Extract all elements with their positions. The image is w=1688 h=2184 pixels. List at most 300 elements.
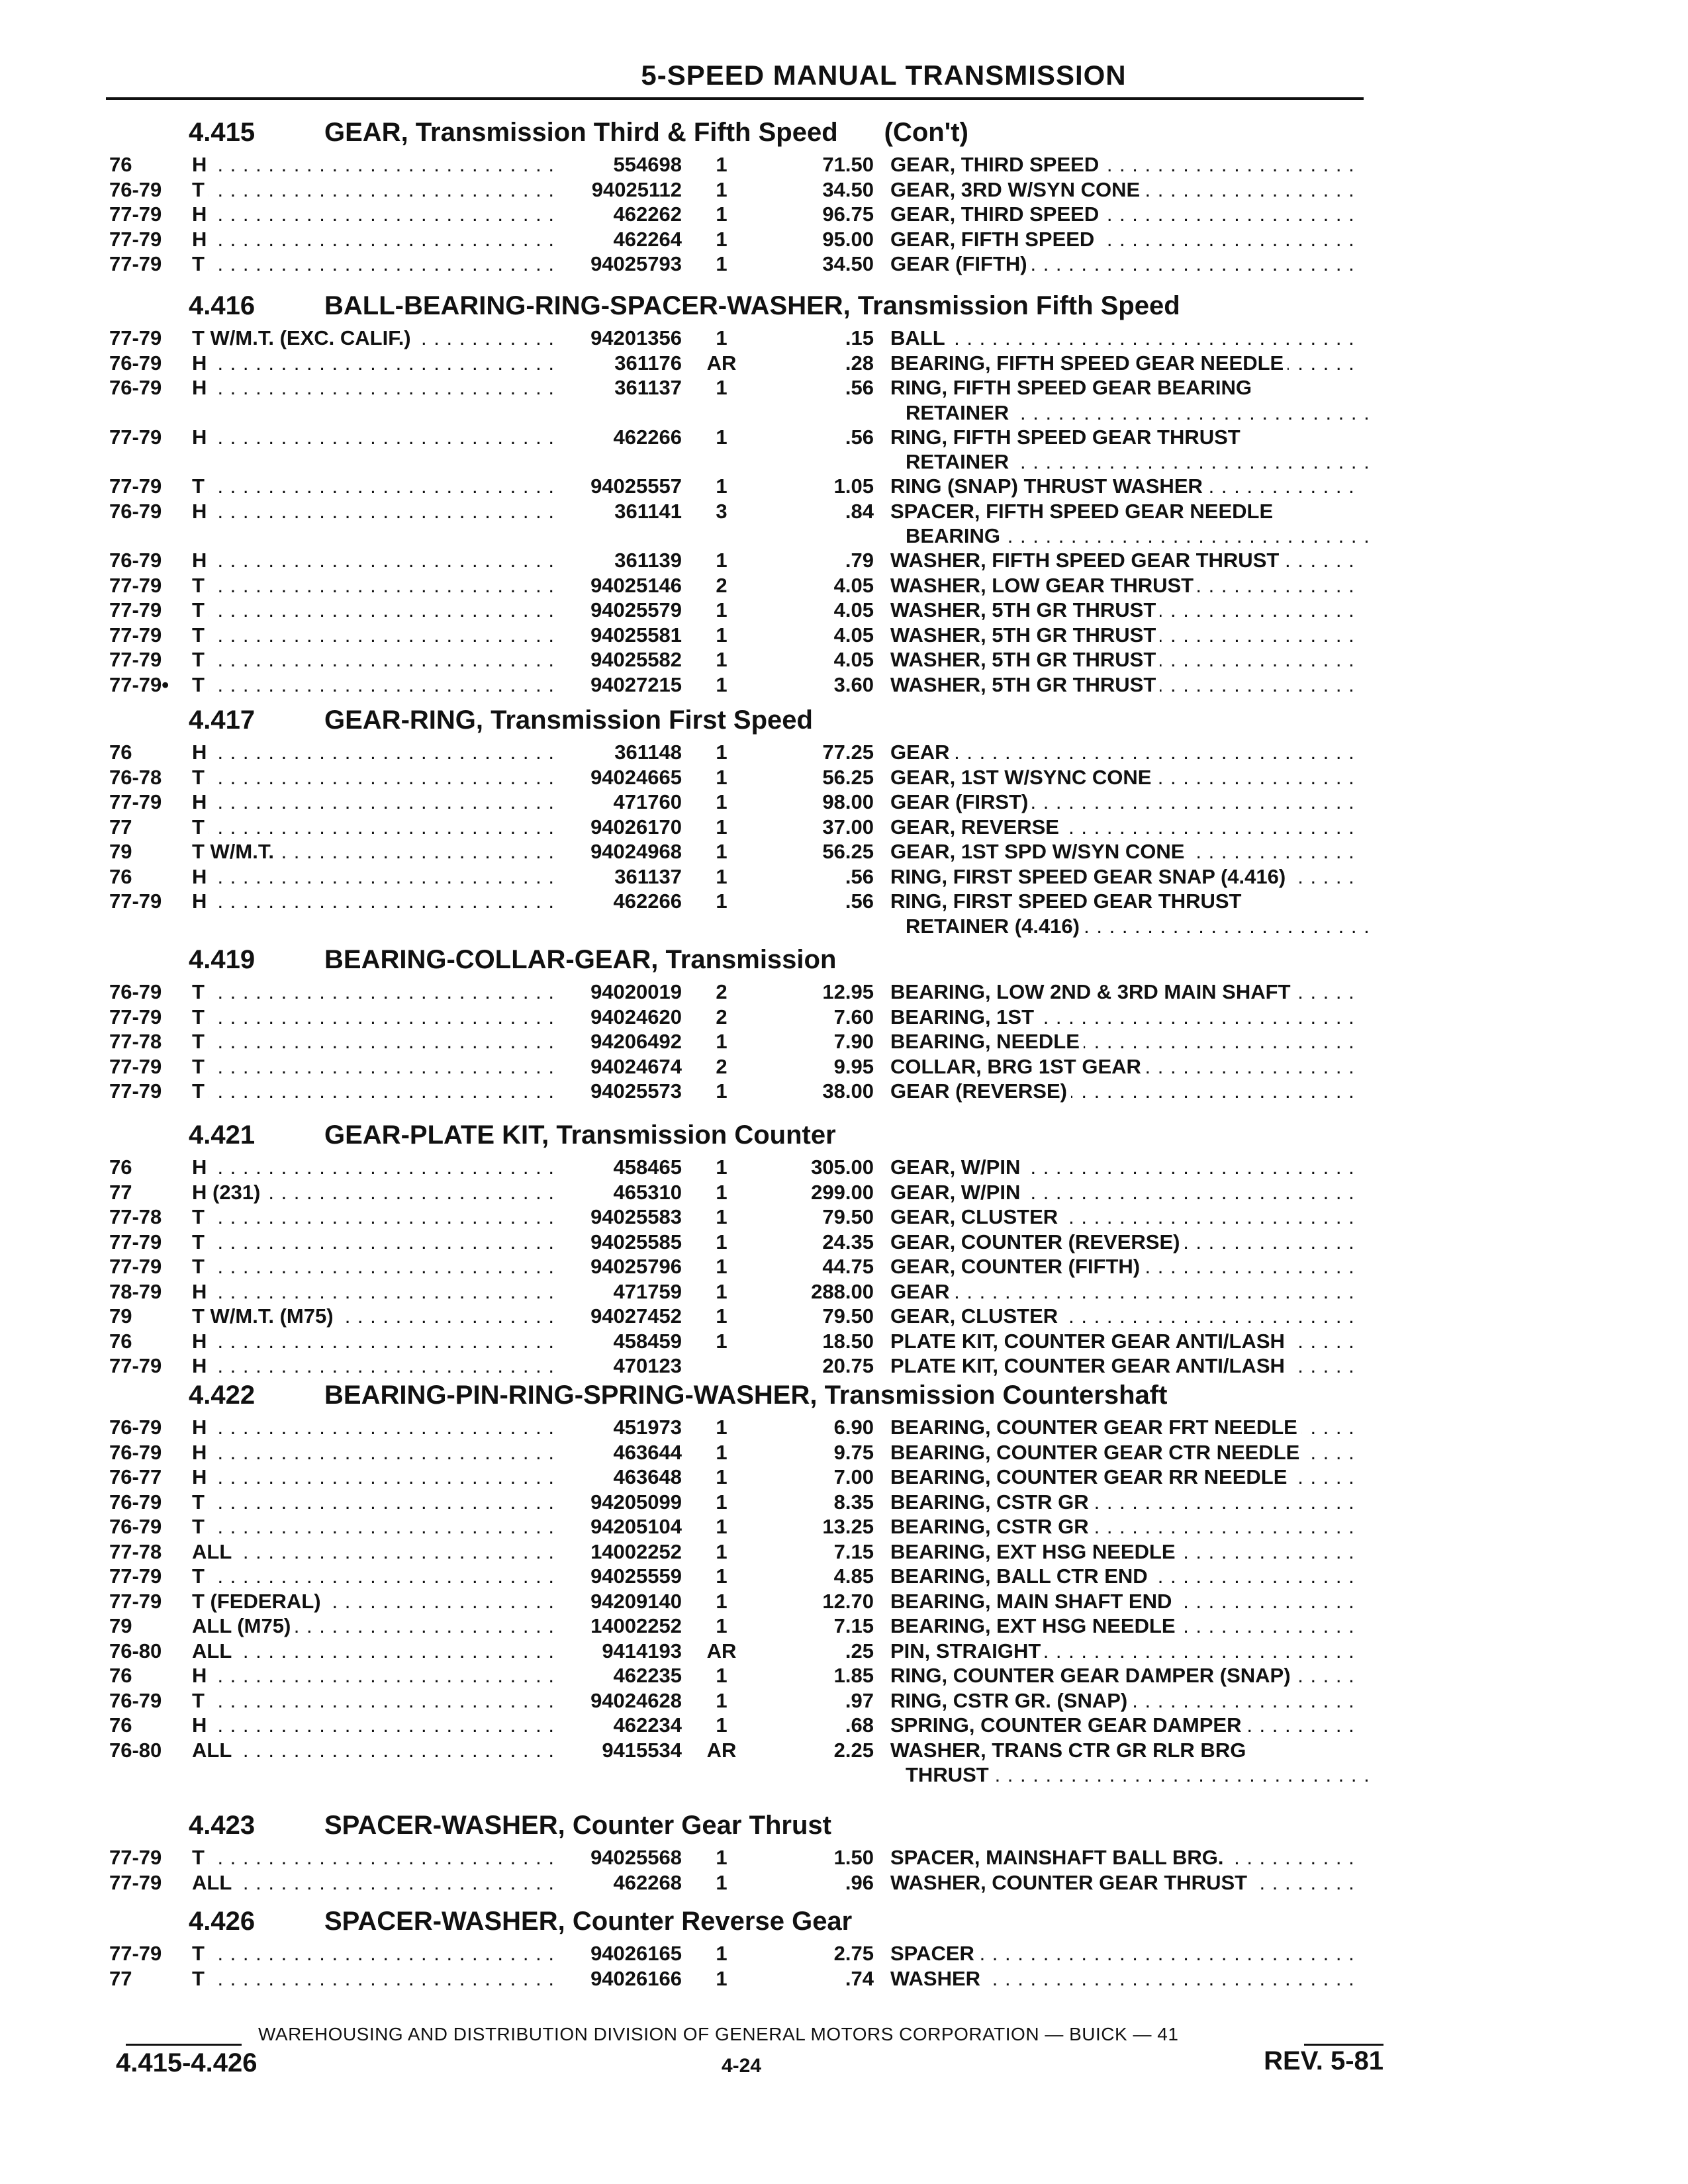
description: [890, 1180, 1360, 1205]
description-text: GEAR, CLUSTER: [890, 1205, 1062, 1228]
part-number: 462234: [613, 1713, 682, 1737]
price: 2.75: [833, 1942, 874, 1965]
application-text: H: [192, 741, 211, 764]
model-years: 79: [109, 1304, 132, 1328]
description-text: GEAR, 3RD W/SYN CONE: [890, 178, 1144, 201]
quantity: 1: [716, 1713, 727, 1737]
price: 79.50: [822, 1304, 874, 1328]
part-number: 9414193: [602, 1639, 682, 1662]
application-text: H: [192, 790, 211, 813]
description-text: WASHER, 5TH GR THRUST: [890, 598, 1160, 621]
price: 288.00: [811, 1279, 874, 1303]
quantity: 1: [716, 475, 727, 498]
description: [890, 1870, 1360, 1895]
part-number: 94025559: [590, 1565, 682, 1588]
price: .56: [845, 425, 874, 449]
quantity: 1: [716, 1416, 727, 1439]
part-number: 94025557: [590, 475, 682, 498]
section-title-text: BEARING-COLLAR-GEAR, Transmission: [324, 945, 837, 974]
quantity: 1: [716, 1255, 727, 1278]
description-text: SPACER: [890, 1942, 978, 1965]
description-text: BEARING, 1ST: [890, 1005, 1038, 1028]
price: 95.00: [822, 227, 874, 251]
application-text: H: [192, 228, 211, 251]
model-years: 77-79: [109, 648, 162, 671]
part-row: [0, 1440, 1688, 1465]
part-row: [0, 1005, 1688, 1030]
part-row: [0, 152, 1688, 177]
price: .56: [845, 376, 874, 399]
description-text: WASHER, 5TH GR THRUST: [890, 648, 1160, 671]
price: 7.15: [833, 1614, 874, 1637]
application-text: ALL: [192, 1871, 236, 1894]
quantity: 1: [716, 864, 727, 888]
description-text: WASHER, COUNTER GEAR THRUST: [890, 1871, 1251, 1894]
quantity: 1: [716, 1565, 727, 1588]
price: .15: [845, 326, 874, 349]
description: [890, 152, 1360, 177]
part-number: 94026165: [590, 1942, 682, 1965]
part-row-continuation: [0, 400, 1688, 425]
description: [890, 177, 1360, 203]
part-row: [0, 1329, 1688, 1354]
parts-section: [0, 286, 1688, 697]
description-text: BEARING, COUNTER GEAR RR NEEDLE: [890, 1465, 1291, 1488]
description: [890, 1054, 1360, 1079]
description-text: GEAR, COUNTER (REVERSE): [890, 1230, 1184, 1253]
model-years: 76-79: [109, 499, 162, 523]
description: [890, 1966, 1360, 1991]
application-text: T: [192, 1030, 209, 1053]
description-text: GEAR (FIFTH): [890, 252, 1031, 275]
section-continued-label: (Con't): [884, 118, 968, 147]
part-row: [0, 1054, 1688, 1079]
description: [890, 1329, 1360, 1354]
model-years: 76-80: [109, 1639, 162, 1662]
part-number: 94027452: [590, 1304, 682, 1328]
quantity: 2: [716, 573, 727, 597]
description: [890, 1440, 1360, 1465]
page-title: 5-SPEED MANUAL TRANSMISSION: [641, 60, 1127, 91]
part-number: 94025796: [590, 1255, 682, 1278]
part-number: 94025585: [590, 1230, 682, 1253]
model-years: 77: [109, 1180, 132, 1204]
quantity: 1: [716, 1279, 727, 1303]
part-number: 462264: [613, 227, 682, 251]
price: .74: [845, 1966, 874, 1990]
description-text: BEARING, COUNTER GEAR FRT NEEDLE: [890, 1416, 1301, 1439]
part-row: [0, 202, 1688, 227]
section-number: 4.421: [189, 1120, 256, 1150]
description: [890, 1738, 1360, 1763]
price: .84: [845, 499, 874, 523]
application-text: T: [192, 574, 209, 597]
section-header: [0, 113, 1688, 152]
application-text: T: [192, 673, 209, 696]
description: [890, 1688, 1360, 1713]
description-text: COLLAR, BRG 1ST GEAR: [890, 1055, 1145, 1078]
part-row: [0, 1353, 1688, 1379]
section-title-text: SPACER-WASHER, Counter Reverse Gear: [324, 1907, 853, 1936]
description: [890, 326, 1360, 351]
application-text: H: [192, 865, 211, 888]
price: 305.00: [811, 1156, 874, 1179]
quantity: 1: [716, 1205, 727, 1228]
model-years: 76: [109, 864, 132, 888]
part-row-continuation: [0, 449, 1688, 474]
description: [890, 573, 1360, 598]
quantity: 1: [716, 1180, 727, 1204]
part-number: 94024628: [590, 1688, 682, 1712]
part-number: 462266: [613, 889, 682, 913]
part-number: 94025581: [590, 623, 682, 647]
description: [890, 1415, 1360, 1440]
quantity: 1: [716, 1942, 727, 1965]
price: .56: [845, 864, 874, 888]
part-number: 463644: [613, 1440, 682, 1464]
model-years: 76: [109, 741, 132, 764]
model-years: 76-79: [109, 1688, 162, 1712]
description: [890, 202, 1360, 227]
section-number: 4.417: [189, 705, 256, 735]
description-text: GEAR, W/PIN: [890, 1181, 1024, 1204]
quantity: 1: [716, 598, 727, 621]
description: [890, 1514, 1360, 1539]
section-number: 4.416: [189, 291, 256, 320]
model-years: 77-78: [109, 1539, 162, 1563]
price: 2.25: [833, 1738, 874, 1762]
description-continued-text: RETAINER: [906, 401, 1013, 424]
part-row: [0, 251, 1688, 277]
section-header: [0, 1901, 1688, 1941]
part-number: 94025112: [591, 177, 682, 201]
parts-section: [0, 700, 1688, 938]
description-text: WASHER, 5TH GR THRUST: [890, 673, 1160, 696]
application-text: H (231): [192, 1181, 264, 1204]
part-row: [0, 598, 1688, 623]
quantity: AR: [706, 351, 737, 375]
description-text: RING, FIFTH SPEED GEAR BEARING: [890, 376, 1256, 399]
application-text: T: [192, 1230, 209, 1253]
description-continued: [906, 449, 1376, 475]
part-row: [0, 1415, 1688, 1440]
application-text: T (FEDERAL): [192, 1590, 325, 1613]
part-row: [0, 1589, 1688, 1614]
price: 13.25: [822, 1515, 874, 1538]
description-text: GEAR, FIFTH SPEED: [890, 228, 1098, 251]
description: [890, 375, 1360, 400]
section-title: [324, 1805, 831, 1845]
part-number: 94209140: [590, 1589, 682, 1613]
part-row: [0, 647, 1688, 672]
application-text: H: [192, 1664, 211, 1687]
application-text: T: [192, 1005, 209, 1028]
price: 9.95: [833, 1054, 874, 1078]
footer-rule-right: [1304, 2044, 1383, 2046]
quantity: 1: [716, 1230, 727, 1253]
part-row: [0, 815, 1688, 840]
part-number: 94025146: [590, 573, 682, 597]
description-text: PIN, STRAIGHT: [890, 1639, 1045, 1662]
part-row: [0, 790, 1688, 815]
description-text: BALL: [890, 326, 949, 349]
model-years: 76-79: [109, 549, 162, 572]
quantity: 1: [716, 815, 727, 839]
application-text: H: [192, 549, 211, 572]
price: .68: [845, 1713, 874, 1737]
description-text: RING, CSTR GR. (SNAP): [890, 1689, 1131, 1712]
application-text: H: [192, 376, 211, 399]
part-number: 94024620: [590, 1005, 682, 1028]
part-row: [0, 573, 1688, 598]
application-text: H: [192, 1156, 211, 1179]
description-text: BEARING, LOW 2ND & 3RD MAIN SHAFT: [890, 980, 1295, 1003]
price: .96: [845, 1870, 874, 1894]
description: [890, 1254, 1360, 1279]
section-header: [0, 286, 1688, 326]
part-number: 14002252: [590, 1614, 682, 1637]
quantity: 2: [716, 1054, 727, 1078]
quantity: 1: [716, 840, 727, 863]
application-text: H: [192, 1330, 211, 1353]
part-row: [0, 1738, 1688, 1763]
parts-section: [0, 940, 1688, 1104]
part-row: [0, 979, 1688, 1005]
application-text: H: [192, 1465, 211, 1488]
description: [890, 1713, 1360, 1738]
section-title: [324, 286, 1180, 326]
description: [890, 1639, 1360, 1664]
section-header: [0, 1805, 1688, 1845]
description-text: GEAR, COUNTER (FIFTH): [890, 1255, 1144, 1278]
price: 44.75: [822, 1255, 874, 1278]
model-years: 76-79: [109, 1416, 162, 1439]
description: [890, 1079, 1360, 1104]
part-row: [0, 1465, 1688, 1490]
application-text: H: [192, 1713, 211, 1737]
price: 34.50: [822, 177, 874, 201]
part-row: [0, 1029, 1688, 1054]
section-title-text: BALL-BEARING-RING-SPACER-WASHER, Transmission Fifth Speed: [324, 291, 1180, 320]
part-number: 94025568: [590, 1846, 682, 1869]
part-row: [0, 326, 1688, 351]
description-continued: [906, 400, 1376, 426]
description-text: WASHER: [890, 1967, 984, 1990]
model-years: 77-79: [109, 1589, 162, 1613]
quantity: 1: [716, 1515, 727, 1538]
model-years: 76-79: [109, 1440, 162, 1464]
price: .25: [845, 1639, 874, 1662]
quantity: 1: [716, 1688, 727, 1712]
description: [890, 740, 1360, 765]
model-years: 76-77: [109, 1465, 162, 1488]
parts-section: [0, 113, 1688, 277]
price: 24.35: [822, 1230, 874, 1253]
part-row: [0, 1663, 1688, 1688]
section-header: [0, 940, 1688, 979]
price: 77.25: [822, 741, 874, 764]
section-number: 4.419: [189, 945, 256, 974]
part-number: 361148: [614, 741, 682, 764]
part-number: 94027215: [590, 672, 682, 696]
part-row: [0, 623, 1688, 648]
price: 79.50: [822, 1205, 874, 1228]
parts-section: [0, 1115, 1688, 1379]
section-title-text: SPACER-WASHER, Counter Gear Thrust: [324, 1811, 831, 1840]
description: [890, 499, 1360, 524]
description: [890, 889, 1360, 914]
model-years: 76-79: [109, 1490, 162, 1514]
part-row: [0, 839, 1688, 864]
price: 8.35: [833, 1490, 874, 1514]
model-years: 77-79: [109, 1255, 162, 1278]
model-years: 77: [109, 815, 132, 839]
price: 7.00: [833, 1465, 874, 1488]
model-years: 76: [109, 1713, 132, 1737]
price: 34.50: [822, 252, 874, 275]
part-number: 94025583: [590, 1205, 682, 1228]
quantity: 1: [716, 1465, 727, 1488]
price: 4.05: [833, 573, 874, 597]
quantity: 1: [716, 889, 727, 913]
part-row: [0, 1230, 1688, 1255]
description-text: GEAR: [890, 1280, 954, 1303]
part-number: 470123: [613, 1354, 682, 1377]
quantity: 1: [716, 1614, 727, 1637]
part-number: 94026170: [590, 815, 682, 839]
model-years: 77-79: [109, 1870, 162, 1894]
price: 9.75: [833, 1440, 874, 1464]
quantity: 1: [716, 1030, 727, 1053]
description: [890, 1941, 1360, 1966]
model-years: 76-79: [109, 1515, 162, 1538]
part-row: [0, 1870, 1688, 1895]
description: [890, 1279, 1360, 1304]
description-continued: [906, 523, 1376, 549]
quantity: 1: [716, 1966, 727, 1990]
part-number: 361137: [614, 376, 682, 399]
description: [890, 548, 1360, 573]
description-text: RING, FIRST SPEED GEAR SNAP (4.416): [890, 865, 1289, 888]
part-row: [0, 1155, 1688, 1180]
part-row: [0, 765, 1688, 790]
model-years: 76: [109, 153, 132, 176]
application-text: T: [192, 1515, 209, 1538]
model-years: 77-79: [109, 475, 162, 498]
description: [890, 647, 1360, 672]
quantity: 1: [716, 376, 727, 399]
description: [890, 425, 1360, 450]
application-text: T: [192, 980, 209, 1003]
model-years: 77-79: [109, 889, 162, 913]
quantity: 1: [716, 1329, 727, 1353]
quantity: 1: [716, 790, 727, 813]
model-years: 77-79: [109, 1942, 162, 1965]
part-number: 465310: [613, 1180, 682, 1204]
price: 1.50: [833, 1846, 874, 1869]
part-number: 462266: [613, 425, 682, 449]
price: .97: [845, 1688, 874, 1712]
model-years: 77-79: [109, 1354, 162, 1377]
part-row: [0, 1941, 1688, 1966]
section-title-text: GEAR, Transmission Third & Fifth Speed: [324, 118, 838, 147]
part-number: 9415534: [602, 1738, 682, 1762]
price: 71.50: [822, 153, 874, 176]
application-text: H: [192, 1280, 211, 1303]
application-text: T: [192, 623, 209, 647]
application-text: T W/M.T.: [192, 840, 278, 863]
price: 38.00: [822, 1079, 874, 1103]
description-text: RING (SNAP) THRUST WASHER: [890, 475, 1207, 498]
model-years: 77: [109, 1966, 132, 1990]
price: 56.25: [822, 840, 874, 863]
application-text: H: [192, 203, 211, 226]
part-number: 94025582: [590, 648, 682, 671]
price: 56.25: [822, 765, 874, 789]
part-number: 471760: [613, 790, 682, 813]
part-row: [0, 1514, 1688, 1539]
model-years: 76-79: [109, 376, 162, 399]
application-text: T: [192, 1689, 209, 1712]
model-years: 77-79: [109, 1054, 162, 1078]
description-continued-text: RETAINER (4.416): [906, 915, 1084, 938]
section-title-text: BEARING-PIN-RING-SPRING-WASHER, Transmission Countershaft: [324, 1381, 1168, 1410]
part-row: [0, 740, 1688, 765]
footer-division-text: WAREHOUSING AND DISTRIBUTION DIVISION OF GENERAL MOTORS CORPORATION — BUICK — 41: [258, 2024, 1179, 2044]
model-years: 76-79: [109, 177, 162, 201]
part-row: [0, 499, 1688, 524]
application-text: T: [192, 1490, 209, 1514]
description-text: WASHER, 5TH GR THRUST: [890, 623, 1160, 647]
application-text: H: [192, 889, 211, 913]
quantity: 1: [716, 623, 727, 647]
description-text: GEAR, CLUSTER: [890, 1304, 1062, 1328]
model-years: 78-79: [109, 1279, 162, 1303]
price: 299.00: [811, 1180, 874, 1204]
application-text: T: [192, 1055, 209, 1078]
footer-page-number: 4-24: [721, 2055, 762, 2077]
part-row-continuation: [0, 1762, 1688, 1787]
application-text: T: [192, 475, 209, 498]
price: 12.95: [822, 980, 874, 1003]
application-text: ALL (M75): [192, 1614, 295, 1637]
application-text: ALL: [192, 1540, 236, 1563]
description-continued: [906, 914, 1376, 939]
model-years: 76-78: [109, 765, 162, 789]
description-text: GEAR, THIRD SPEED: [890, 153, 1103, 176]
part-number: 94025579: [590, 598, 682, 621]
application-text: H: [192, 1416, 211, 1439]
model-years: 77-79: [109, 623, 162, 647]
part-number: 462262: [613, 203, 682, 226]
price: 6.90: [833, 1416, 874, 1439]
part-row: [0, 1614, 1688, 1639]
description: [890, 1304, 1360, 1329]
application-text: T W/M.T. (EXC. CALIF.): [192, 326, 415, 349]
quantity: 1: [716, 1589, 727, 1613]
application-text: T: [192, 1205, 209, 1228]
application-text: H: [192, 1354, 211, 1377]
footer-section-range: 4.415-4.426: [116, 2048, 258, 2077]
part-row: [0, 1539, 1688, 1565]
description: [890, 815, 1360, 840]
quantity: 1: [716, 153, 727, 176]
quantity: 1: [716, 1079, 727, 1103]
description: [890, 251, 1360, 277]
application-text: T: [192, 252, 209, 275]
description: [890, 1029, 1360, 1054]
application-text: ALL: [192, 1639, 236, 1662]
